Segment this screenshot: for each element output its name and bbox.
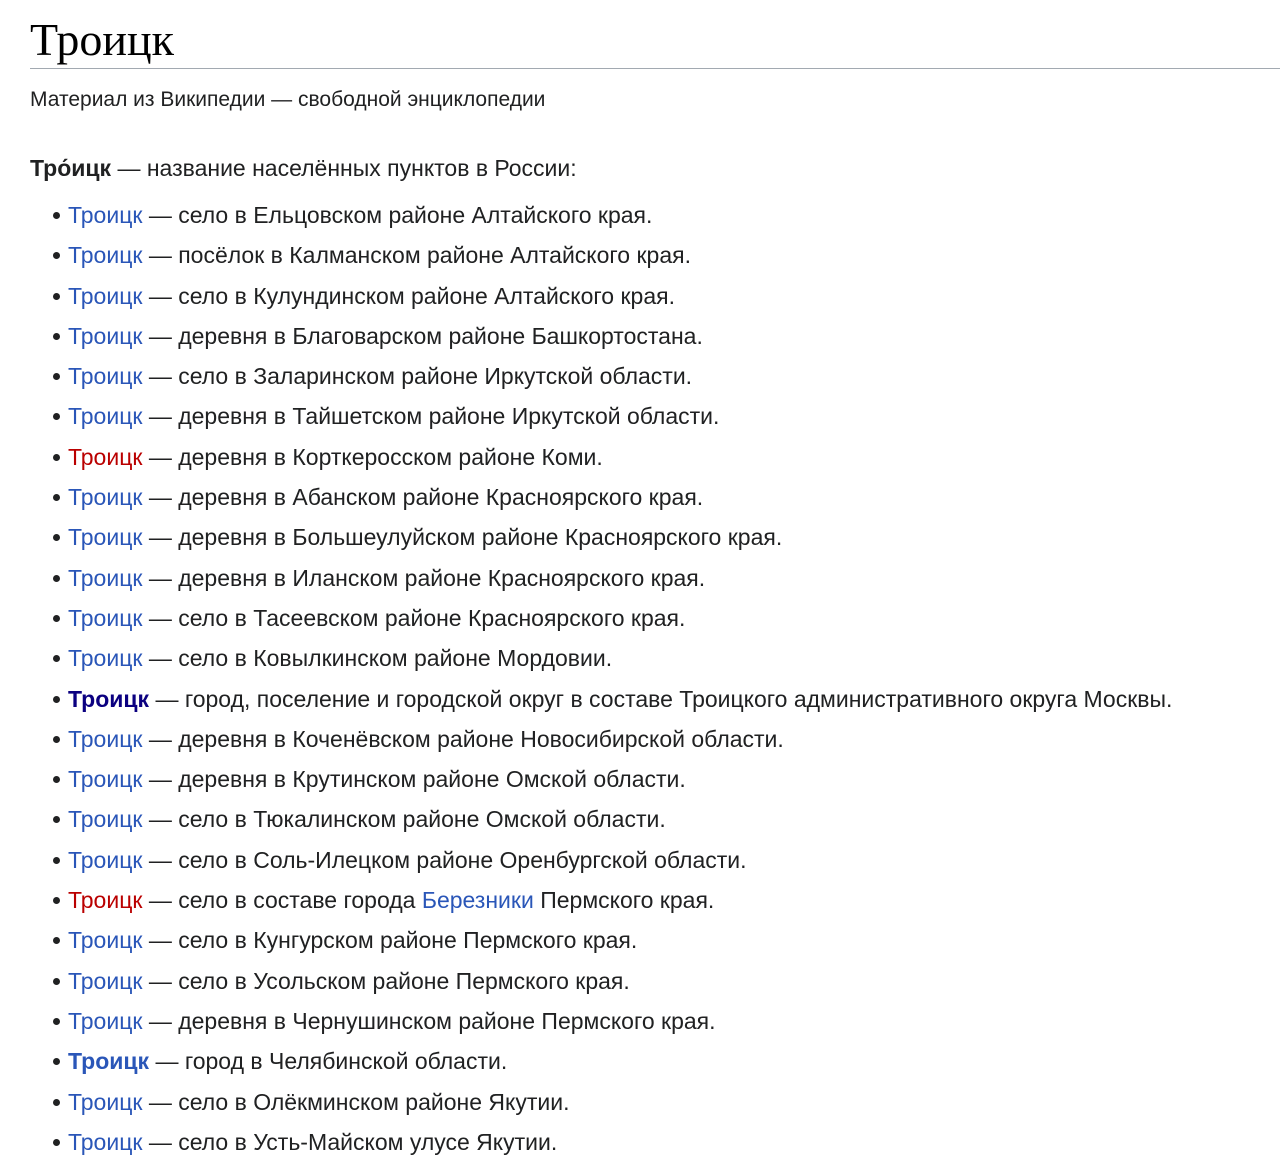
bullet-icon xyxy=(53,454,60,461)
settlement-link[interactable]: Троицк xyxy=(68,604,143,631)
entry-description: село в Олёкминском районе Якутии. xyxy=(178,1088,570,1115)
entry-description: деревня в Большеулуйском районе Красноярского края. xyxy=(178,524,783,551)
settlement-link[interactable]: Троицк xyxy=(68,524,143,551)
settlement-link[interactable]: Троицк xyxy=(68,1048,150,1075)
dash-separator: — xyxy=(142,443,179,470)
title-divider xyxy=(30,68,1280,69)
bullet-icon xyxy=(53,293,60,300)
bullet-icon xyxy=(53,816,60,823)
list-item xyxy=(30,1126,1280,1166)
entry-description: деревня в Благоварском районе Башкортостана. xyxy=(178,322,703,349)
settlement-link[interactable]: Троицк xyxy=(68,967,143,994)
settlement-link[interactable]: Троицк xyxy=(68,202,143,228)
bullet-icon xyxy=(53,1058,60,1065)
list-item xyxy=(30,521,1280,561)
list-item xyxy=(30,602,1280,642)
dash-separator: — xyxy=(149,685,185,712)
bullet-icon xyxy=(53,413,60,420)
bullet-icon xyxy=(53,534,60,541)
bullet-icon xyxy=(53,252,60,259)
settlement-link[interactable]: Троицк xyxy=(68,363,143,390)
list-item xyxy=(30,481,1280,521)
bullet-icon xyxy=(53,978,60,985)
settlement-link[interactable]: Троицк xyxy=(68,927,143,954)
list-item xyxy=(30,562,1280,602)
dash-separator: — xyxy=(142,1007,179,1034)
bullet-icon xyxy=(53,212,60,219)
settlement-link[interactable]: Троицк xyxy=(68,645,143,672)
list-item xyxy=(30,924,1280,964)
bullet-icon xyxy=(53,937,60,944)
settlement-link[interactable]: Троицк xyxy=(68,1088,143,1115)
bullet-icon xyxy=(53,736,60,743)
list-item xyxy=(30,803,1280,843)
dash-separator: — xyxy=(142,524,179,551)
bullet-icon xyxy=(53,1018,60,1025)
list-item xyxy=(30,763,1280,803)
entry-description: деревня в Крутинском районе Омской области. xyxy=(178,766,686,793)
entry-description: город в Челябинской области. xyxy=(184,1048,508,1075)
entry-description: деревня в Корткеросском районе Коми. xyxy=(178,443,603,470)
settlement-link[interactable]: Троицк xyxy=(68,766,143,793)
dash-separator: — xyxy=(142,887,179,914)
page-title: Троицк xyxy=(30,14,174,65)
dash-separator: — xyxy=(142,846,179,873)
entry-description: село в Ельцовском районе Алтайского края. xyxy=(178,202,653,228)
entry-description: село в Усть-Майском улусе Якутии. xyxy=(178,1128,558,1155)
bullet-icon xyxy=(53,857,60,864)
entry-description: село в Тасеевском районе Красноярского края. xyxy=(178,604,686,631)
list-item xyxy=(30,844,1280,884)
dash-separator: — xyxy=(142,403,179,430)
dash-separator: — xyxy=(142,282,179,309)
list-item xyxy=(30,1045,1280,1085)
city-link[interactable]: Березники xyxy=(421,887,534,914)
settlement-link[interactable]: Троицк xyxy=(68,846,143,873)
bullet-icon xyxy=(53,615,60,622)
intro-term: Тро́ицк xyxy=(30,155,112,181)
dash-separator: — xyxy=(142,604,179,631)
list-item xyxy=(30,280,1280,320)
list-item xyxy=(30,723,1280,763)
settlement-link[interactable]: Троицк xyxy=(68,443,143,470)
bullet-icon xyxy=(53,696,60,703)
intro-paragraph xyxy=(30,153,1280,183)
entry-description: деревня в Коченёвском районе Новосибирской области. xyxy=(178,725,784,752)
bullet-icon xyxy=(53,1099,60,1106)
entry-description: деревня в Чернушинском районе Пермского края. xyxy=(178,1007,716,1034)
dash-separator: — xyxy=(142,645,179,672)
dash-separator: — xyxy=(142,967,179,994)
list-item xyxy=(30,320,1280,360)
dash-separator: — xyxy=(142,202,179,228)
bullet-icon xyxy=(53,373,60,380)
entry-description: село в Тюкалинском районе Омской области. xyxy=(178,806,666,833)
entry-description-tail: Пермского края. xyxy=(533,887,715,914)
list-item xyxy=(30,400,1280,440)
settlement-link[interactable]: Троицк xyxy=(68,725,143,752)
settlement-link[interactable]: Троицк xyxy=(68,484,143,511)
list-item xyxy=(30,441,1280,481)
entry-description: деревня в Абанском районе Красноярского края. xyxy=(178,484,704,511)
dash-separator: — xyxy=(142,564,179,591)
bullet-icon xyxy=(53,897,60,904)
list-item xyxy=(30,239,1280,279)
bullet-icon xyxy=(53,333,60,340)
settlement-link[interactable]: Троицк xyxy=(68,806,143,833)
entry-description: село в составе города xyxy=(178,887,422,914)
bullet-icon xyxy=(53,776,60,783)
site-tagline: Материал из Википедии — свободной энциклопедии xyxy=(30,88,546,111)
dash-separator: — xyxy=(142,1088,179,1115)
entry-description: село в Кулундинском районе Алтайского края. xyxy=(178,282,675,309)
bullet-icon xyxy=(53,575,60,582)
entry-description: посёлок в Калманском районе Алтайского края. xyxy=(178,242,691,269)
bullet-icon xyxy=(53,655,60,662)
dash-separator: — xyxy=(142,766,179,793)
dash-separator: — xyxy=(142,927,179,954)
settlement-link[interactable]: Троицк xyxy=(68,403,143,430)
list-item xyxy=(30,642,1280,682)
list-item xyxy=(30,683,1280,723)
settlement-link[interactable]: Троицк xyxy=(68,564,143,591)
entry-description: село в Заларинском районе Иркутской области. xyxy=(178,363,693,390)
list-item xyxy=(30,360,1280,400)
entry-description: село в Соль-Илецком районе Оренбургской области. xyxy=(178,846,747,873)
settlement-link[interactable]: Троицк xyxy=(68,1007,143,1034)
dash-separator: — xyxy=(142,242,179,269)
settlement-link[interactable]: Троицк xyxy=(68,887,143,914)
dash-separator: — xyxy=(149,1048,185,1075)
dash-separator: — xyxy=(142,725,179,752)
intro-text: — название населённых пунктов в России: xyxy=(111,155,577,181)
settlement-link[interactable]: Троицк xyxy=(68,685,150,712)
entry-description: деревня в Иланском районе Красноярского края. xyxy=(178,564,706,591)
settlement-link[interactable]: Троицк xyxy=(68,282,143,309)
dash-separator: — xyxy=(142,363,179,390)
entry-description: деревня в Тайшетском районе Иркутской области. xyxy=(178,403,720,430)
dash-separator: — xyxy=(142,806,179,833)
bullet-icon xyxy=(53,494,60,501)
bullet-icon xyxy=(53,1139,60,1146)
list-item xyxy=(30,965,1280,1005)
entry-description: село в Ковылкинском районе Мордовии. xyxy=(178,645,613,672)
entry-description: село в Усольском районе Пермского края. xyxy=(178,967,630,994)
settlement-link[interactable]: Троицк xyxy=(68,242,143,269)
settlement-list xyxy=(30,199,1280,1166)
article xyxy=(30,0,1280,1166)
dash-separator: — xyxy=(142,484,179,511)
list-item xyxy=(30,884,1280,924)
list-item xyxy=(30,1086,1280,1126)
list-item xyxy=(30,1005,1280,1045)
settlement-link[interactable]: Троицк xyxy=(68,322,143,349)
entry-description: город, поселение и городской округ в составе Троицкого административного округа Москвы. xyxy=(184,685,1173,712)
dash-separator: — xyxy=(142,322,179,349)
entry-description: село в Кунгурском районе Пермского края. xyxy=(178,927,638,954)
list-item xyxy=(30,199,1280,239)
settlement-link[interactable]: Троицк xyxy=(68,1128,143,1155)
dash-separator: — xyxy=(142,1128,179,1155)
